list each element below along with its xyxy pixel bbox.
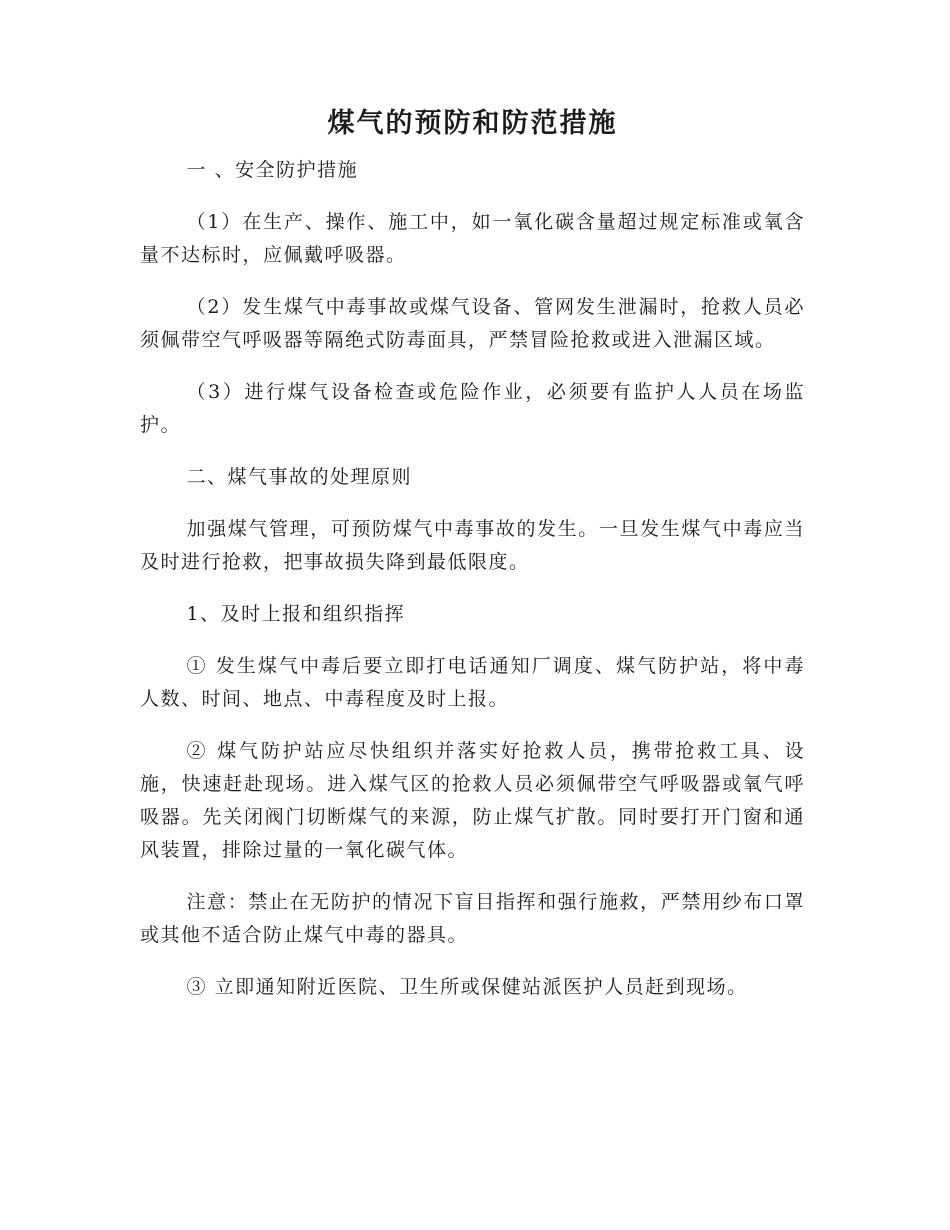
- paragraph-note: 注意：禁止在无防护的情况下盲目指挥和强行施救，严禁用纱布口罩或其他不适合防止煤气中毒的器具。: [140, 891, 805, 947]
- paragraph-measure-3: （3）进行煤气设备检查或危险作业，必须要有监护人人员在场监护。: [140, 381, 805, 437]
- document-page: [140, 108, 805, 1023]
- paragraph-intro: 加强煤气管理，可预防煤气中毒事故的发生。一旦发生煤气中毒应当及时进行抢救，把事故损失降到最低限度。: [140, 518, 805, 574]
- document-title: 煤气的预防和防范措施: [327, 108, 618, 139]
- paragraph-step-1: ① 发生煤气中毒后要立即打电话通知厂调度、煤气防护站，将中毒人数、时间、地点、中毒程度及时上报。: [140, 655, 805, 711]
- paragraph-measure-2: （2）发生煤气中毒事故或煤气设备、管网发生泄漏时，抢救人员必须佩带空气呼吸器等隔绝式防毒面具，严禁冒险抢救或进入泄漏区域。: [140, 296, 805, 352]
- section-heading-handling-principles: 二、煤气事故的处理原则: [186, 466, 413, 489]
- subheading-report-and-command: 1、及时上报和组织指挥: [186, 603, 406, 626]
- paragraph-step-3: ③ 立即通知附近医院、卫生所或保健站派医护人员赶到现场。: [186, 976, 748, 999]
- section-heading-safety-measures: 一 、安全防护措施: [186, 159, 359, 182]
- paragraph-measure-1: （1）在生产、操作、施工中，如一氧化碳含量超过规定标准或氧含量不达标时，应佩戴呼吸器。: [140, 211, 805, 267]
- paragraph-step-2: ② 煤气防护站应尽快组织并落实好抢救人员，携带抢救工具、设施，快速赶赴现场。进入煤气区的抢救人员必须佩带空气呼吸器或氧气呼吸器。先关闭阀门切断煤气的来源，防止煤气扩散。同时要打开门窗和通风装置，排除过量的一氧化碳气体。: [140, 740, 805, 862]
